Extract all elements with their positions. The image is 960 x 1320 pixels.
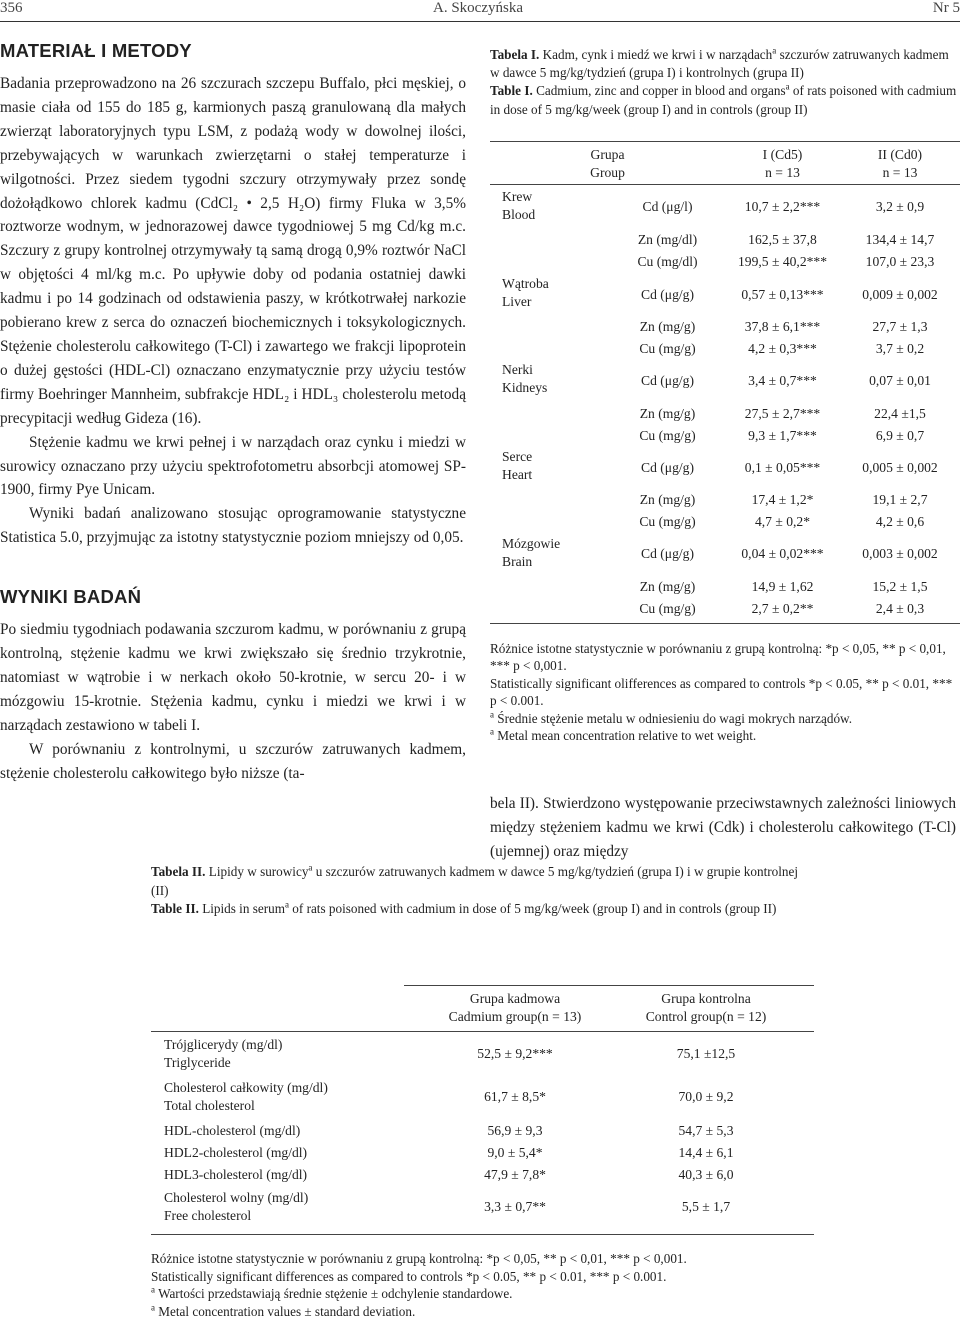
table1-value-group1: 9,3 ± 1,7*** — [748, 428, 817, 443]
table2-footnote-a-en-text: Metal concentration values ± standard deviation. — [158, 1303, 416, 1319]
footnote-marker: a — [772, 45, 777, 56]
table1-value-group2: 22,4 ±1,5 — [874, 406, 926, 421]
table2-label-pl: Tabela II. — [151, 864, 206, 879]
table2-label-en: Table II. — [151, 901, 199, 917]
table1-parameter: Cu (mg/g) — [639, 341, 696, 356]
table1-value-group2: 0,005 ± 0,002 — [862, 460, 938, 475]
table2-value-cadmium: 56,9 ± 9,3 — [487, 1123, 543, 1138]
table1-value-group2: 27,7 ± 1,3 — [872, 319, 928, 334]
table2-caption-pl-text2: u szczurów zatruwanych kadmem w dawce 5 mg/kg/tydzień (grupa I) i w grupie kontrolnej (II) — [151, 864, 799, 898]
footnote-marker: a — [490, 726, 494, 737]
table2-row-label-pl: Cholesterol wolny (mg/dl) — [164, 1190, 309, 1205]
table1-parameter: Cd (μg/g) — [641, 373, 694, 388]
table2-footnote-sig-pl: Różnice istotne statystycznie w porównaniu z grupą kontrolną: *p < 0,05, ** p < 0,01, *** p < 0,001. — [151, 1251, 687, 1266]
table1-value-group1: 4,7 ± 0,2* — [754, 514, 811, 529]
table1-header-col1-n: n = 13 — [765, 165, 800, 180]
table1-footnote-sig-en: Statistically significant olifferences as compared to controls *p < 0.05, ** p < 0.01, *** p < 0.001. — [490, 675, 953, 709]
running-author: A. Skoczyńska — [433, 0, 523, 16]
table1-value-group1: 10,7 ± 2,2*** — [744, 199, 821, 214]
table2-row-label-pl: HDL-cholesterol (mg/dl) — [164, 1123, 301, 1138]
table1-value-group2: 0,003 ± 0,002 — [862, 546, 938, 561]
table1-value-group2: 6,9 ± 0,7 — [875, 428, 925, 443]
table2-value-control: 14,4 ± 6,1 — [678, 1145, 734, 1160]
table2-value-cadmium: 9,0 ± 5,4* — [487, 1145, 543, 1160]
table2-value-control: 40,3 ± 6,0 — [678, 1167, 734, 1182]
table1-organ-pl: Nerki — [502, 362, 533, 377]
table1-value-group1: 162,5 ± 37,8 — [748, 232, 817, 247]
methods-heading: MATERIAŁ I METODY — [0, 40, 192, 61]
table1-value-group2: 2,4 ± 0,3 — [875, 601, 925, 616]
table1-label-en: Table I. — [490, 83, 533, 99]
table1-organ-en: Liver — [502, 294, 532, 309]
journal-issue: Nr 5 — [932, 0, 960, 16]
table1-parameter: Zn (mg/g) — [639, 492, 696, 507]
table1-value-group1: 4,2 ± 0,3*** — [748, 341, 817, 356]
table2-top-rule — [404, 985, 814, 986]
table2-row-label-pl: Cholesterol całkowity (mg/dl) — [164, 1080, 328, 1095]
table1-value-group1: 2,7 ± 0,2** — [751, 601, 814, 616]
table2-caption-en-text2: of rats poisoned with cadmium in dose of 5 mg/kg/week (group I) and in controls (group II) — [292, 901, 777, 917]
table1-parameter: Cu (mg/dl) — [637, 254, 698, 269]
table1-footnote-a-pl-text: Średnie stężenie metalu w odniesieniu do wagi mokrych narządów. — [497, 710, 853, 726]
table1-organ-en: Kidneys — [502, 380, 548, 395]
table1-caption-en-text: Cadmium, zinc and copper in blood and organs — [536, 83, 786, 99]
results-heading: WYNIKI BADAŃ — [0, 586, 142, 608]
table2-value-control: 5,5 ± 1,7 — [681, 1199, 731, 1214]
table1-footnote-sig-pl: Różnice istotne statystycznie w porównaniu z grupą kontrolną: *p < 0,05, ** p < 0,01, *** p < 0,001. — [490, 641, 946, 674]
methods-paragraph-1: Badania przeprowadzono na 26 szczurach szczepu Buffalo, płci męskiej, o masie ciała od 155 do 185 g, karmionych paszą granulowaną dla małych zwierząt laboratoryjnych typu LSM, z podażą wody w dowolnej ilości, przebywających w warunkach zwierzętarni o stałej temperaturze i wilgotności. Przez siedem tygodni szczury otrzymywały przez sondę dożołądkowo chlorek kadmu (CdCl₂ • 2,5 H₂O) firmy Fluka w 3,5% roztworze wodnym, w jednorazowej dawce tygodniowej 5 mg Cd/kg m.c. Szczury z grupy kontrolnej otrzymywały tą samą drogą 0,9% roztwór NaCl w objętości 4 ml/kg m.c. Po upływie doby od podania ostatniej dawki kadmu i po 14 godzinach od odstawienia paszy, w krótkotrwałej narkozie pobierano krew z serca do oznaczeń biochemicznych i toksykologicznych. Stężenie cholesterolu całkowitego (T-Cl) i zawartego we frakcji lipoprotein o dużej gęstości (HDL-Cl) oznaczano enzymatycznie przy użyciu testów firmy Boehringer Mannheim, subfrakcje HDL₂ i HDL₃ cholesterolu metodą precypitacji według Gideza (16). — [0, 75, 466, 427]
table1-parameter: Cd (μg/g) — [641, 460, 694, 475]
results-paragraph-2: W porównaniu z kontrolnymi, u szczurów zatruwanych kadmem, stężenie cholesterolu całkowitego było niższe (ta- — [0, 740, 466, 782]
table2-header-col1-en: Cadmium group(n = 13) — [448, 1009, 582, 1024]
table1-value-group2: 134,4 ± 14,7 — [865, 232, 935, 247]
methods-paragraph-3: Wyniki badań analizowano stosując oprogramowanie statystyczne Statistica 5.0, przyjmując za istotny statystycznie poziom mniejszy od 0,05. — [0, 505, 466, 547]
methods-paragraph-2: Stężenie kadmu we krwi pełnej i w narządach oraz cynku i miedzi w surowicy oznaczano przy użyciu spektrofotometru absorbcji atomowej SP-1900, firmy Pye Unicam. — [0, 433, 466, 499]
table1-organ-en: Heart — [502, 467, 533, 482]
table1-header-group-pl: Grupa — [590, 147, 625, 162]
table1-value-group1: 3,4 ± 0,7*** — [748, 373, 817, 388]
table2-footnotes — [151, 1250, 831, 1320]
table1-value-group1: 37,8 ± 6,1*** — [744, 319, 821, 334]
table1-organ-pl: Serce — [502, 449, 533, 464]
results-continuation: bela II). Stwierdzono występowanie przeciwstawnych zależności liniowych między stężeniem kadmu we krwi (Cdk) i cholesterolu całkowitego (T-Cl) (ujemnej) oraz między — [490, 795, 956, 860]
table1-parameter: Cu (mg/g) — [639, 514, 696, 529]
table2-value-control: 54,7 ± 5,3 — [678, 1123, 734, 1138]
table1-organ-pl: Wątroba — [502, 276, 549, 291]
table2-row-label-pl: HDL3-cholesterol (mg/dl) — [164, 1167, 308, 1182]
table1-value-group1: 0,04 ± 0,02*** — [741, 546, 824, 561]
table2-header-col2-pl: Grupa kontrolna — [661, 991, 751, 1006]
table1-value-group1: 14,9 ± 1,62 — [751, 579, 814, 594]
table2-value-cadmium: 52,5 ± 9,2*** — [477, 1046, 553, 1061]
table1-value-group2: 0,07 ± 0,01 — [869, 373, 931, 388]
table2-value-control: 75,1 ±12,5 — [676, 1046, 736, 1061]
table2-row-label-en: Free cholesterol — [164, 1208, 252, 1223]
footnote-marker: a — [151, 1284, 155, 1295]
table2-caption-en-text: Lipids in serum — [202, 901, 285, 917]
table1-caption-en-text2: of rats poisoned with cadmium in dose of 5 mg/kg/week (group I) and in controls (group II) — [490, 83, 957, 117]
table1-value-group2: 4,2 ± 0,6 — [875, 514, 925, 529]
table1-value-group1: 27,5 ± 2,7*** — [744, 406, 821, 421]
table1-value-group2: 0,009 ± 0,002 — [862, 287, 938, 302]
table2-row-label-pl: HDL2-cholesterol (mg/dl) — [164, 1145, 308, 1160]
footnote-marker: a — [785, 82, 790, 93]
table2-value-cadmium: 3,3 ± 0,7** — [484, 1199, 546, 1214]
table2-footnote-a-pl-text: Wartości przedstawiają średnie stężenie ± odchylenie standardowe. — [158, 1286, 513, 1302]
table1-parameter: Zn (mg/g) — [639, 406, 696, 421]
table2-header-col2-en: Control group(n = 12) — [645, 1009, 767, 1024]
table1-header-col2-n: n = 13 — [882, 165, 918, 180]
footnote-marker: a — [151, 1302, 155, 1313]
table2-row-label-pl: Trójglicerydy (mg/dl) — [164, 1037, 283, 1052]
footnote-marker: a — [490, 709, 494, 720]
table2-footnote-a-pl — [151, 1285, 831, 1303]
table1-label-pl: Tabela I. — [490, 47, 540, 62]
table1-organ-en: Blood — [502, 207, 536, 222]
table1-caption-pl-text2: szczurów zatruwanych kadmem w dawce 5 mg/kg/tydzień (grupa I) i kontrolnych (grupa II) — [490, 47, 949, 81]
table1-value-group1: 17,4 ± 1,2* — [751, 492, 814, 507]
table2-bottom-rule — [151, 1234, 814, 1235]
table1-parameter: Zn (mg/g) — [639, 579, 696, 594]
table1-parameter: Zn (mg/dl) — [637, 232, 698, 247]
table2-header-rule — [151, 1031, 814, 1032]
table1-organ-pl: Krew — [502, 189, 533, 204]
table1-caption-pl-text: Kadm, cynk i miedź we krwi i w narządach — [542, 47, 773, 62]
table2-footnote-sig-en: Statistically significant differences as compared to controls *p < 0.05, ** p < 0.01, *** p < 0.001. — [151, 1268, 667, 1284]
page-number: 356 — [0, 0, 23, 16]
table1-value-group1: 0,57 ± 0,13*** — [741, 287, 824, 302]
table2-header-col1-pl: Grupa kadmowa — [469, 991, 561, 1006]
table1-value-group2: 15,2 ± 1,5 — [872, 579, 928, 594]
table2-value-cadmium: 47,9 ± 7,8* — [484, 1167, 546, 1182]
table2-value-cadmium: 61,7 ± 8,5* — [484, 1089, 546, 1104]
table1-value-group2: 3,2 ± 0,9 — [875, 199, 925, 214]
table1-footnote-a-en-text: Metal mean concentration relative to wet weight. — [497, 728, 757, 744]
table1-parameter: Cd (μg/l) — [642, 199, 693, 214]
table1-value-group2: 19,1 ± 2,7 — [872, 492, 928, 507]
table1-organ-en: Brain — [502, 554, 533, 569]
table2-row-label-en: Total cholesterol — [164, 1098, 255, 1113]
table1-value-group2: 3,7 ± 0,2 — [875, 341, 925, 356]
table2-value-control: 70,0 ± 9,2 — [678, 1089, 734, 1104]
table1-organ-pl: Mózgowie — [502, 536, 561, 551]
footnote-marker: a — [284, 899, 289, 910]
table1-header-col1: I (Cd5) — [762, 147, 803, 162]
table2-row-label-en: Triglyceride — [164, 1055, 231, 1070]
table1-header-group-en: Group — [590, 165, 625, 180]
table1-parameter: Zn (mg/g) — [639, 319, 696, 334]
table1-value-group1: 0,1 ± 0,05*** — [744, 460, 821, 475]
table1-parameter: Cd (μg/g) — [641, 546, 694, 561]
table1-parameter: Cu (mg/g) — [639, 601, 696, 616]
results-paragraph-1: Po siedmiu tygodniach podawania szczurom kadmu, w porównaniu z grupą kontrolną, stężenie kadmu we krwi zwiększało się średnio trzykrotnie, natomiast w wątrobie i w nerkach około 50-krotnie, w sercu 20- i w mózgowiu 15-krotnie. Stężenia kadmu, cynku i miedzi we krwi i w narządach zestawiono w tabeli I. — [0, 621, 466, 734]
table1-parameter: Cd (μg/g) — [641, 287, 694, 302]
footnote-marker: a — [308, 862, 313, 873]
table1-header-col2: II (Cd0) — [877, 147, 923, 162]
table2-footnote-a-en — [151, 1303, 831, 1320]
table1-value-group1: 199,5 ± 40,2*** — [737, 254, 828, 269]
table1-value-group2: 107,0 ± 23,3 — [865, 254, 935, 269]
table2-caption-pl-text: Lipidy w surowicy — [208, 864, 309, 879]
table1-parameter: Cu (mg/g) — [639, 428, 696, 443]
